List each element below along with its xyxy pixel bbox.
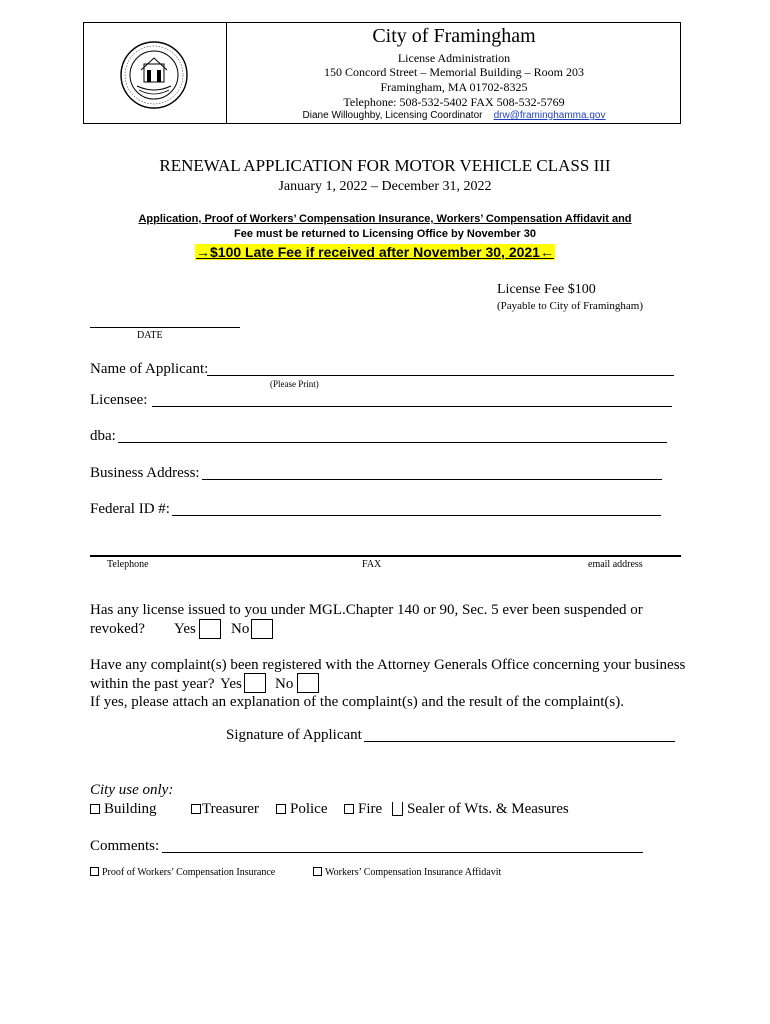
date-field[interactable] bbox=[90, 327, 240, 328]
telephone-label: Telephone bbox=[107, 559, 149, 570]
city-use-police[interactable] bbox=[276, 801, 328, 818]
name-label: Name of Applicant: bbox=[90, 361, 209, 377]
license-period: January 1, 2022 – December 31, 2022 bbox=[278, 179, 492, 194]
proof-insurance-item[interactable] bbox=[90, 867, 275, 878]
city-use-treasurer[interactable] bbox=[191, 801, 259, 818]
city-use-heading: City use only: bbox=[90, 782, 174, 798]
city-seal-icon bbox=[119, 40, 189, 110]
address-line-2: Framingham, MA 01702-8325 bbox=[380, 80, 528, 94]
q2-no-label: No bbox=[275, 676, 294, 692]
licensee-label: Licensee: bbox=[90, 392, 148, 408]
city-use-fire[interactable] bbox=[344, 801, 382, 818]
comments-field[interactable] bbox=[162, 852, 643, 853]
department: License Administration bbox=[397, 51, 511, 65]
sealer-label: Sealer of Wts. & Measures bbox=[407, 801, 569, 817]
treasurer-checkbox[interactable] bbox=[191, 804, 201, 814]
building-checkbox[interactable] bbox=[90, 804, 100, 814]
question-1-line-1: Has any license issued to you under MGL.Chapter 140 or 90, Sec. 5 ever been suspended or bbox=[90, 602, 643, 618]
please-print-note: (Please Print) bbox=[270, 379, 319, 389]
question-2-line-3: If yes, please attach an explanation of the complaint(s) and the result of the complaint(s). bbox=[90, 694, 624, 710]
signature-field[interactable] bbox=[364, 741, 675, 742]
phone-line: Telephone: 508-532-5402 FAX 508-532-5769 bbox=[343, 95, 565, 109]
police-label: Police bbox=[290, 801, 328, 817]
question-1-line-2: revoked? bbox=[90, 621, 145, 637]
q2-yes-checkbox[interactable] bbox=[244, 673, 266, 693]
coordinator-name: Diane Willoughby, Licensing Coordinator bbox=[302, 110, 483, 121]
coordinator-line bbox=[227, 110, 681, 121]
licensee-field[interactable] bbox=[152, 406, 672, 407]
name-field[interactable] bbox=[207, 375, 674, 376]
late-fee-notice: →$100 Late Fee if received after November 30, 2021← bbox=[196, 244, 554, 260]
affidavit-item[interactable] bbox=[313, 867, 501, 878]
fire-checkbox[interactable] bbox=[344, 804, 354, 814]
federal-id-label: Federal ID #: bbox=[90, 501, 170, 517]
dba-label: dba: bbox=[90, 428, 116, 444]
q2-no-checkbox[interactable] bbox=[297, 673, 319, 693]
contact-line[interactable] bbox=[90, 555, 681, 557]
federal-id-field[interactable] bbox=[172, 515, 661, 516]
question-2-line-2: within the past year? bbox=[90, 676, 215, 692]
business-address-label: Business Address: bbox=[90, 465, 200, 481]
email-address-label: email address bbox=[588, 559, 643, 570]
affidavit-label: Workers’ Compensation Insurance Affidavit bbox=[325, 867, 502, 878]
notice-line-2: Fee must be returned to Licensing Office by November 30 bbox=[234, 228, 536, 240]
proof-insurance-label: Proof of Workers’ Compensation Insurance bbox=[102, 867, 276, 878]
comments-label: Comments: bbox=[90, 838, 160, 854]
signature-label: Signature of Applicant bbox=[226, 727, 362, 743]
city-use-sealer[interactable] bbox=[392, 801, 569, 818]
business-address-field[interactable] bbox=[202, 479, 662, 480]
question-2-line-1: Have any complaint(s) been registered with the Attorney Generals Office concerning your business bbox=[90, 657, 686, 673]
affidavit-checkbox[interactable] bbox=[313, 867, 322, 876]
address-line-1: 150 Concord Street – Memorial Building – Room 203 bbox=[324, 65, 584, 79]
q1-no-checkbox[interactable] bbox=[251, 619, 273, 639]
city-use-building[interactable] bbox=[90, 801, 157, 818]
license-fee: License Fee $100 bbox=[497, 282, 596, 297]
date-label: DATE bbox=[137, 330, 163, 341]
q1-yes-checkbox[interactable] bbox=[199, 619, 221, 639]
payable-note: (Payable to City of Framingham) bbox=[497, 300, 644, 312]
q1-yes-label: Yes bbox=[174, 621, 196, 637]
treasurer-label: Treasurer bbox=[202, 801, 259, 817]
notice-line-1: Application, Proof of Workers’ Compensation Insurance, Workers’ Compensation Affidavit and bbox=[138, 213, 632, 225]
fire-label: Fire bbox=[358, 801, 383, 817]
city-title: City of Framingham bbox=[372, 25, 536, 47]
police-checkbox[interactable] bbox=[276, 804, 286, 814]
fax-label: FAX bbox=[362, 559, 382, 570]
q2-yes-label: Yes bbox=[220, 676, 242, 692]
building-label: Building bbox=[104, 801, 157, 817]
dba-field[interactable] bbox=[118, 442, 667, 443]
coordinator-email-link[interactable]: drw@framinghamma.gov bbox=[493, 110, 606, 121]
form-title: RENEWAL APPLICATION FOR MOTOR VEHICLE CLASS III bbox=[159, 156, 611, 175]
q1-no-label: No bbox=[231, 621, 250, 637]
sealer-checkbox[interactable] bbox=[392, 802, 403, 816]
proof-insurance-checkbox[interactable] bbox=[90, 867, 99, 876]
